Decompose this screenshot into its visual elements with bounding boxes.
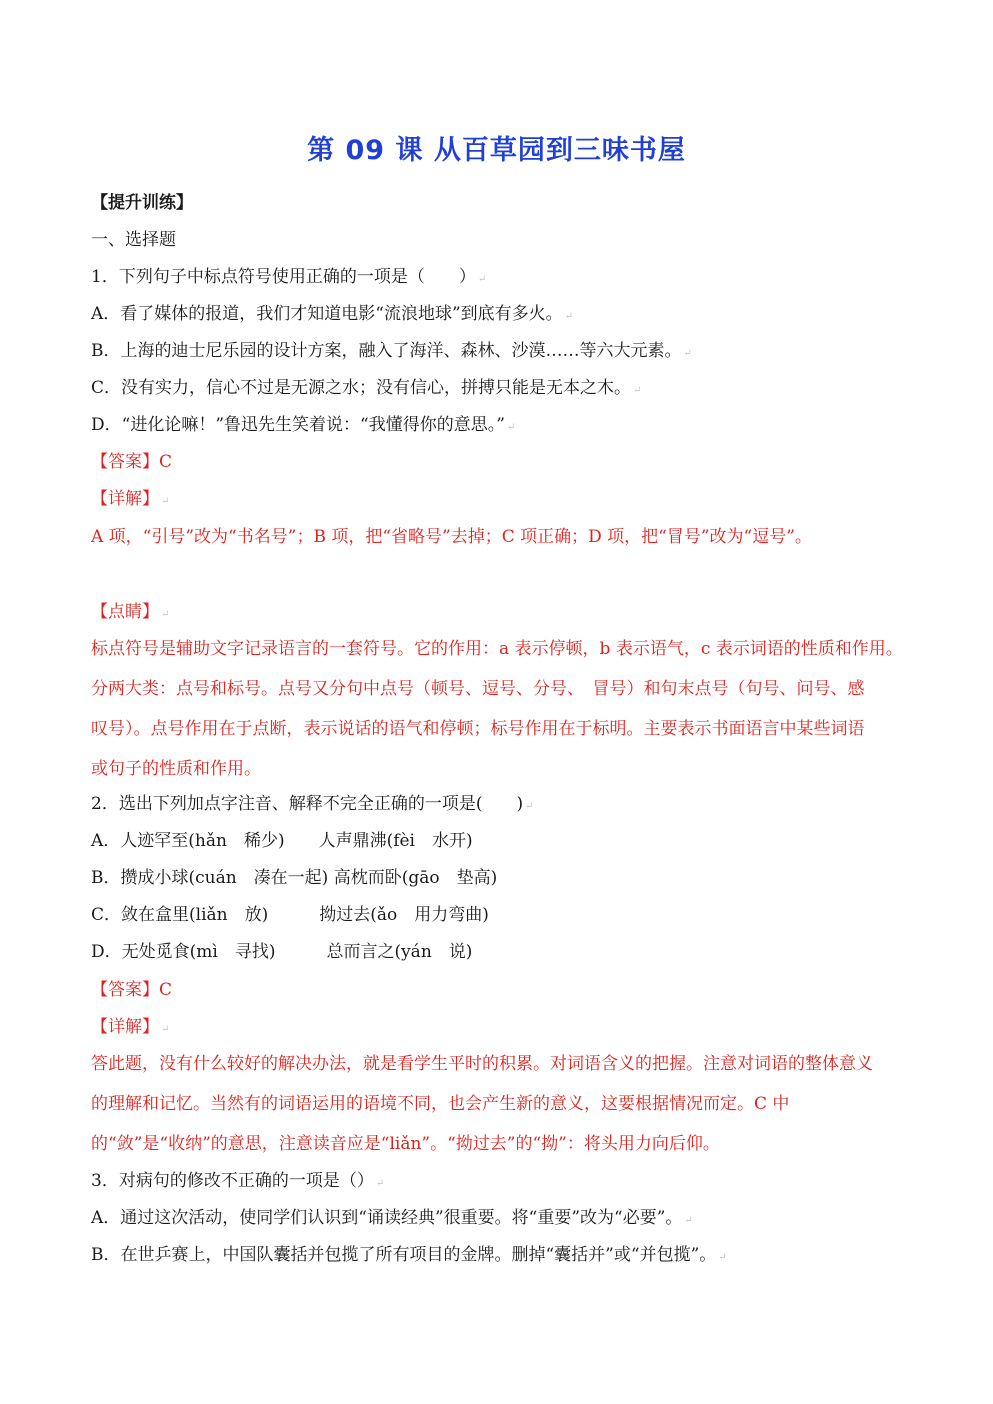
q2-option-b: B．攒成小球(cuán 凑在一起) 高枕而卧(gāo 垫高) <box>91 868 498 888</box>
q2-option-a: A．人迹罕至(hǎn 稀少) 人声鼎沸(fèi 水开) <box>91 831 473 851</box>
q2-explain-line: 的理解和记忆。当然有的词语运用的语境不同，也会产生新的意义，这要根据情况而定。C 中 <box>91 1094 790 1114</box>
q1-stem: 1．下列句子中标点符号使用正确的一项是（ ） ↵ <box>91 267 487 287</box>
q1-point-line: 叹号）。点号作用在于点断，表示说话的语气和停顿；标号作用在于标明。主要表示书面语言中某些词语 <box>91 719 865 739</box>
section-label: 【提升训练】 <box>91 193 193 213</box>
paragraph-mark: ↵ <box>525 801 534 812</box>
q3-stem: 3．对病句的修改不正确的一项是（） ↵ <box>91 1171 385 1191</box>
paragraph-mark: ↵ <box>477 274 487 285</box>
q1-answer: 【答案】C <box>91 452 173 472</box>
q2-stem: 2．选出下列加点字注音、解释不完全正确的一项是( ) ↵ <box>91 794 534 814</box>
q2-explain-line: 答此题，没有什么较好的解决办法，就是看学生平时的积累。对词语含义的把握。注意对词语的整体意义 <box>91 1054 873 1074</box>
q2-explain-line: 的“敛”是“收纳”的意思，注意读音应是“liǎn”。“拗过去”的“拗”：将头用力向后仰。 <box>91 1134 720 1154</box>
q1-option-d: D．“进化论嘛！”鲁迅先生笑着说：“我懂得你的意思。” ↵ <box>91 415 516 435</box>
paragraph-mark: ↵ <box>633 385 642 396</box>
q1-point-line: 分两大类：点号和标号。点号又分句中点号（顿号、逗号、分号、 冒号）和句末点号（句号、问号、感 <box>91 679 865 699</box>
q3-option-a: A．通过这次活动，使同学们认识到“诵读经典”很重要。将“重要”改为“必要”。 ↵ <box>91 1208 693 1228</box>
paragraph-mark: ↵ <box>683 348 692 359</box>
q1-option-c: C．没有实力，信心不过是无源之水；没有信心，拼搏只能是无本之木。 ↵ <box>91 378 642 398</box>
paragraph-mark: ↵ <box>506 422 516 433</box>
paragraph-mark: ↵ <box>161 609 170 620</box>
lesson-title: 第 09 课 从百草园到三味书屋 <box>307 135 686 166</box>
paragraph-mark: ↵ <box>161 1024 170 1035</box>
q1-explain-line: A 项，“引号”改为“书名号”；B 项，把“省略号”去掉；C 项正确；D 项，把“冒号”改为“逗号”。 <box>91 527 812 547</box>
q1-option-a: A．看了媒体的报道，我们才知道电影“流浪地球”到底有多火。 ↵ <box>91 304 574 324</box>
q1-option-b: B．上海的迪士尼乐园的设计方案，融入了海洋、森林、沙漠……等六大元素。 ↵ <box>91 341 692 361</box>
q3-option-b: B．在世乒赛上，中国队囊括并包揽了所有项目的金牌。删掉“囊括并”或“并包揽”。 ↵ <box>91 1245 727 1265</box>
q2-option-d: D．无处觅食(mì 寻找) 总而言之(yán 说) <box>91 942 473 962</box>
q2-explain-label: 【详解】 ↵ <box>91 1017 170 1037</box>
paragraph-mark: ↵ <box>718 1252 727 1263</box>
paragraph-mark: ↵ <box>564 311 574 322</box>
paragraph-mark: ↵ <box>375 1178 385 1189</box>
q2-answer: 【答案】C <box>91 980 173 1000</box>
paragraph-mark: ↵ <box>161 496 170 507</box>
q1-explain-label: 【详解】 ↵ <box>91 489 170 509</box>
paragraph-mark: ↵ <box>684 1215 693 1226</box>
q1-point-line: 或句子的性质和作用。 <box>91 759 261 779</box>
q1-point-label: 【点睛】 ↵ <box>91 602 170 622</box>
part-heading: 一、选择题 <box>91 230 176 250</box>
q2-option-c: C．敛在盒里(liǎn 放) 拗过去(ǎo 用力弯曲) <box>91 905 489 925</box>
q1-point-line: 标点符号是辅助文字记录语言的一套符号。它的作用：a 表示停顿，b 表示语气，c 表示词语的性质和作用。 <box>91 639 903 659</box>
